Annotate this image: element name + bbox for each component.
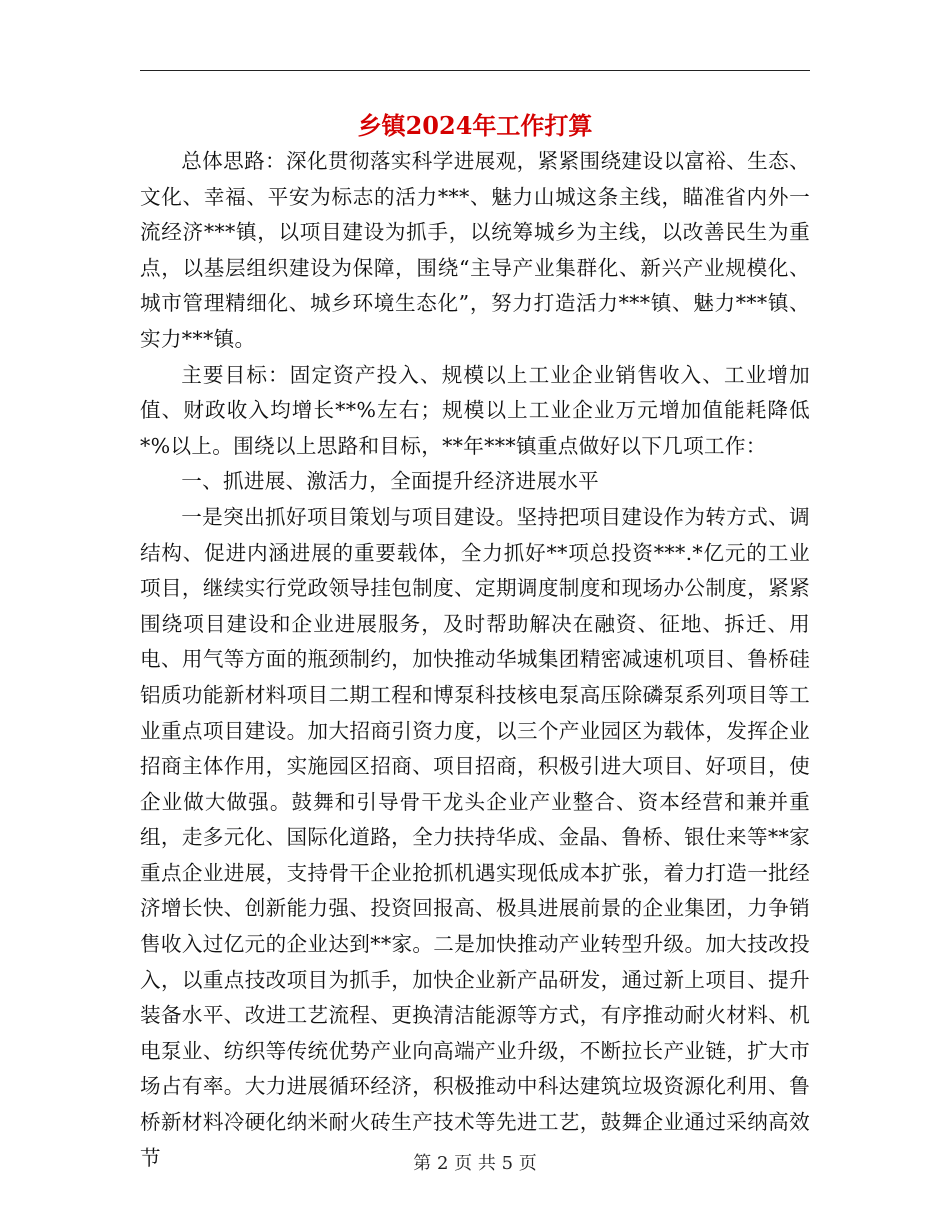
document-body [140,144,810,1176]
paragraph-overall-approach: 总体思路：深化贯彻落实科学进展观，紧紧围绕建设以富裕、生态、文化、幸福、平安为标志的活力***、魅力山城这条主线，瞄准省内外一流经济***镇，以项目建设为抓手，以统筹城乡为主线，以改善民生为重点，以基层组织建设为保障，围绕“主导产业集群化、新兴产业规模化、城市管理精细化、城乡环境生态化”，努力打造活力***镇、魅力***镇、实力***镇。 [140,149,810,351]
header-rule [140,70,810,71]
page-number-footer: 第 2 页 共 5 页 [413,1153,537,1174]
document-title: 乡镇2024年工作打算 [357,111,593,140]
section-heading-1: 一、抓进展、激活力，全面提升经济进展水平 [181,469,600,494]
paragraph-main-goals: 主要目标：固定资产投入、规模以上工业企业销售收入、工业增加值、财政收入均增长**%左右；规模以上工业企业万元增加值能耗降低*%以上。围绕以上思路和目标，**年***镇重点做好以下几项工作： [140,362,810,458]
paragraph-project-construction: 一是突出抓好项目策划与项目建设。坚持把项目建设作为转方式、调结构、促进内涵进展的重要载体，全力抓好**项总投资***.*亿元的工业项目，继续实行党政领导挂包制度、定期调度制度和现场办公制度，紧紧围绕项目建设和企业进展服务，及时帮助解决在融资、征地、拆迁、用电、用气等方面的瓶颈制约，加快推动华城集团精密减速机项目、鲁桥硅铝质功能新材料项目二期工程和博泵科技核电泵高压除磷泵系列项目等工业重点项目建设。加大招商引资力度，以三个产业园区为载体，发挥企业招商主体作用，实施园区招商、项目招商，积极引进大项目、好项目，使企业做大做强。鼓舞和引导骨干龙头企业产业整合、资本经营和兼并重组，走多元化、国际化道路，全力扶持华成、金晶、鲁桥、银仕来等**家重点企业进展，支持骨干企业抢抓机遇实现低成本扩张，着力打造一批经济增长快、创新能力强、投资回报高、极具进展前景的企业集团，力争销售收入过亿元的企业达到**家。二是加快推动产业转型升级。加大技改投入，以重点技改项目为抓手，加快企业新产品研发，通过新上项目、提升装备水平、改进工艺流程、更换清洁能源等方式，有序推动耐火材料、机电泵业、纺织等传统优势产业向高端产业升级，不断拉长产业链，扩大市场占有率。大力进展循环经济，积极推动中科达建筑垃圾资源化利用、鲁桥新材料冷硬化纳米耐火砖生产技术等先进工艺，鼓舞企业通过采纳高效节 [140,504,810,1170]
